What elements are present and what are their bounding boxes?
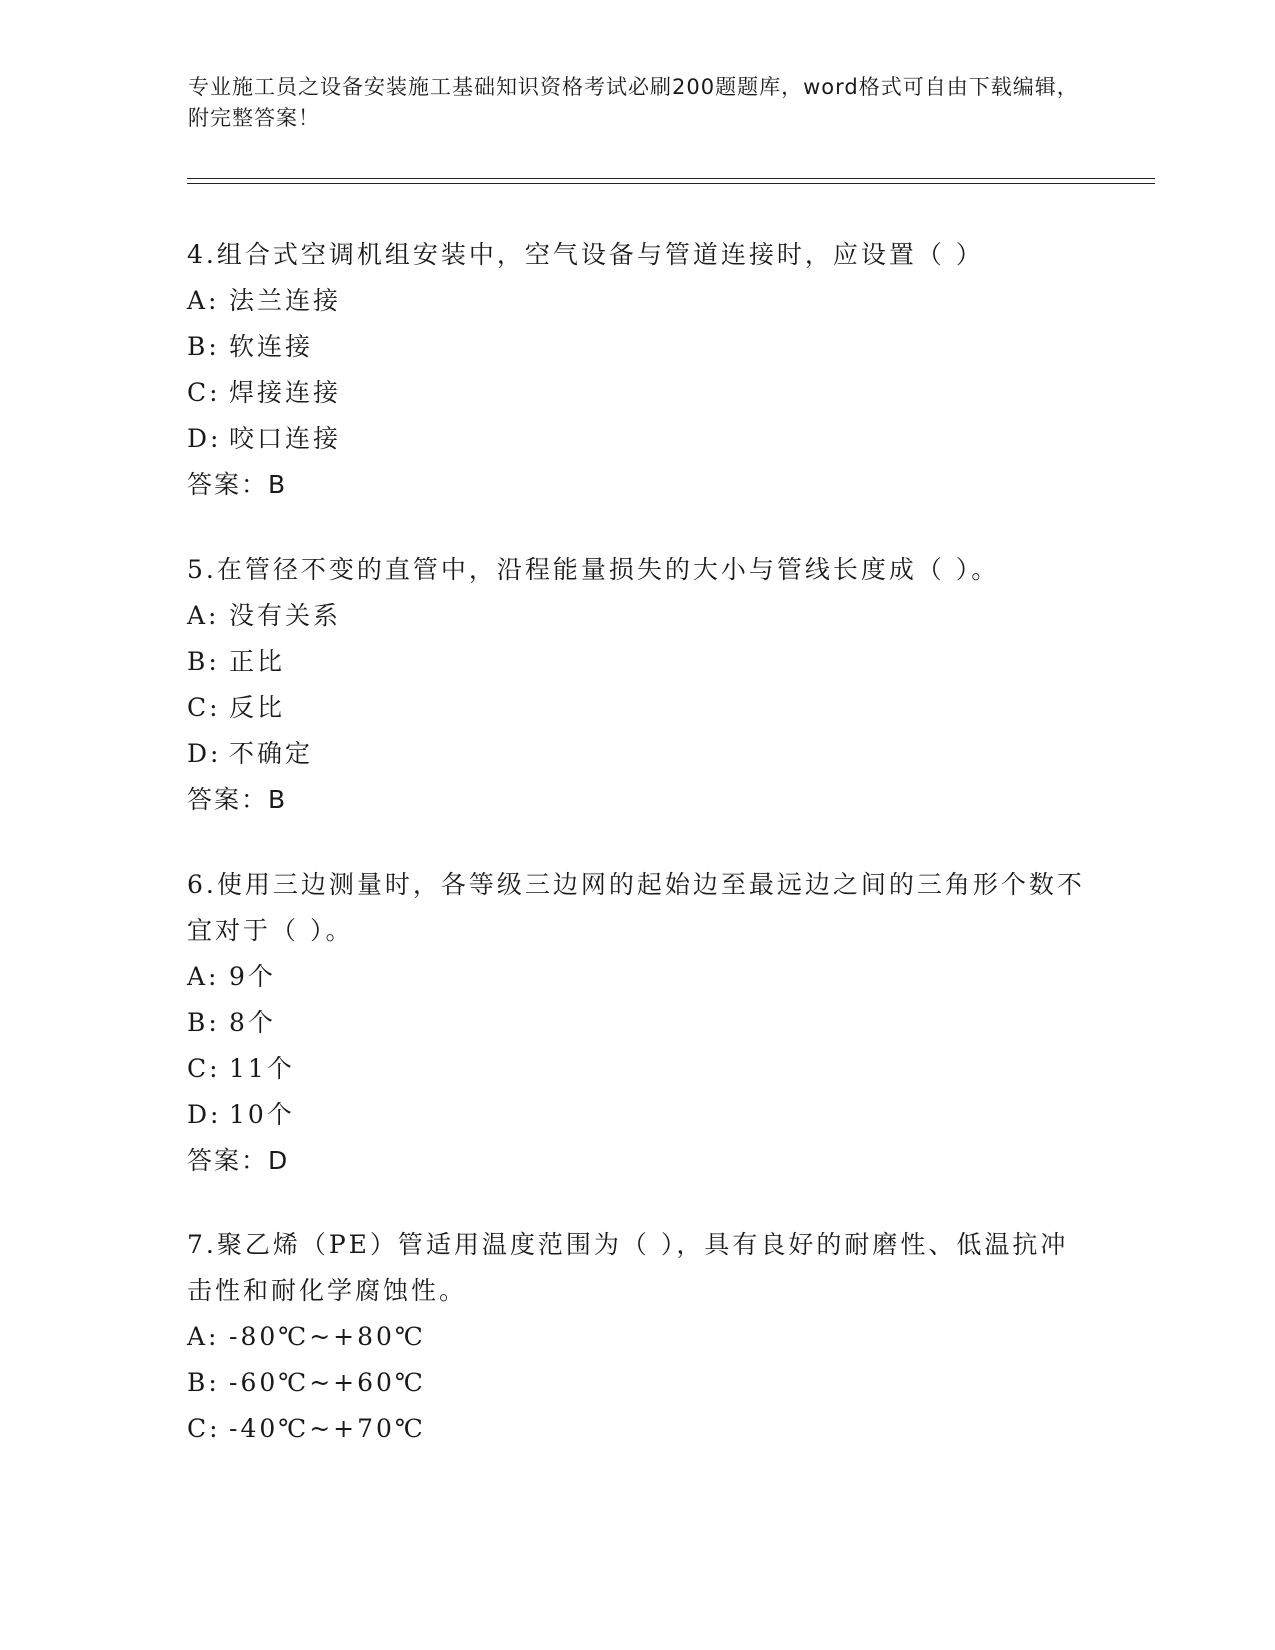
option-text: 不确定 <box>229 739 314 768</box>
document-title: 专业施工员之设备安装施工基础知识资格考试必刷200题题库，word格式可自由下载编辑，附完整答案！ <box>188 75 1079 130</box>
option-text: 11个 <box>229 1054 295 1083</box>
option-letter: C: <box>187 693 221 722</box>
option-text: -80℃~+80℃ <box>229 1322 426 1351</box>
option-d <box>187 416 1087 462</box>
option-a <box>187 278 1087 324</box>
option-c <box>187 685 1087 731</box>
option-a <box>187 1314 1087 1360</box>
header-divider-top <box>187 178 1155 179</box>
option-letter: A: <box>187 962 220 991</box>
question-6 <box>187 862 1087 1184</box>
option-letter: C: <box>187 1414 221 1443</box>
option-letter: B: <box>187 647 220 676</box>
option-text: 软连接 <box>229 332 314 361</box>
option-text: 咬口连接 <box>229 424 342 453</box>
option-letter: B: <box>187 332 220 361</box>
document-header <box>188 72 1088 134</box>
option-letter: B: <box>187 1008 220 1037</box>
option-text: -40℃~+70℃ <box>229 1414 426 1443</box>
question-7 <box>187 1222 1087 1452</box>
answer: 答案：B <box>187 785 288 814</box>
question-stem: 7.聚乙烯（PE）管适用温度范围为（ ），具有良好的耐磨性、低温抗冲击性和耐化学腐蚀性。 <box>187 1230 1069 1305</box>
option-d <box>187 731 1087 777</box>
option-letter: A: <box>187 601 220 630</box>
option-text: 8个 <box>229 1008 276 1037</box>
option-letter: D: <box>187 739 222 768</box>
option-letter: A: <box>187 1322 220 1351</box>
option-c <box>187 370 1087 416</box>
option-letter: D: <box>187 424 222 453</box>
option-letter: A: <box>187 286 220 315</box>
option-text: 正比 <box>229 647 286 676</box>
option-c <box>187 1406 1087 1452</box>
option-b <box>187 324 1087 370</box>
option-b <box>187 639 1087 685</box>
question-stem: 4.组合式空调机组安装中，空气设备与管道连接时，应设置（ ） <box>187 240 984 269</box>
option-letter: C: <box>187 1054 221 1083</box>
question-stem: 6.使用三边测量时，各等级三边网的起始边至最远边之间的三角形个数不宜对于（ ）。 <box>187 870 1085 945</box>
option-text: 焊接连接 <box>229 378 342 407</box>
option-c <box>187 1046 1087 1092</box>
question-4 <box>187 232 1087 508</box>
option-a <box>187 954 1087 1000</box>
option-a <box>187 593 1087 639</box>
answer: 答案：B <box>187 470 288 499</box>
option-letter: C: <box>187 378 221 407</box>
option-text: 没有关系 <box>229 601 342 630</box>
option-d <box>187 1092 1087 1138</box>
question-stem: 5.在管径不变的直管中，沿程能量损失的大小与管线长度成（ ）。 <box>187 555 1000 584</box>
option-text: 9个 <box>229 962 276 991</box>
option-text: 反比 <box>229 693 286 722</box>
option-text: 法兰连接 <box>229 286 342 315</box>
option-letter: D: <box>187 1100 222 1129</box>
answer: 答案：D <box>187 1146 290 1175</box>
option-text: 10个 <box>229 1100 295 1129</box>
option-b <box>187 1360 1087 1406</box>
option-letter: B: <box>187 1368 220 1397</box>
option-b <box>187 1000 1087 1046</box>
header-divider-bottom <box>187 183 1155 184</box>
question-5 <box>187 547 1087 823</box>
option-text: -60℃~+60℃ <box>229 1368 426 1397</box>
